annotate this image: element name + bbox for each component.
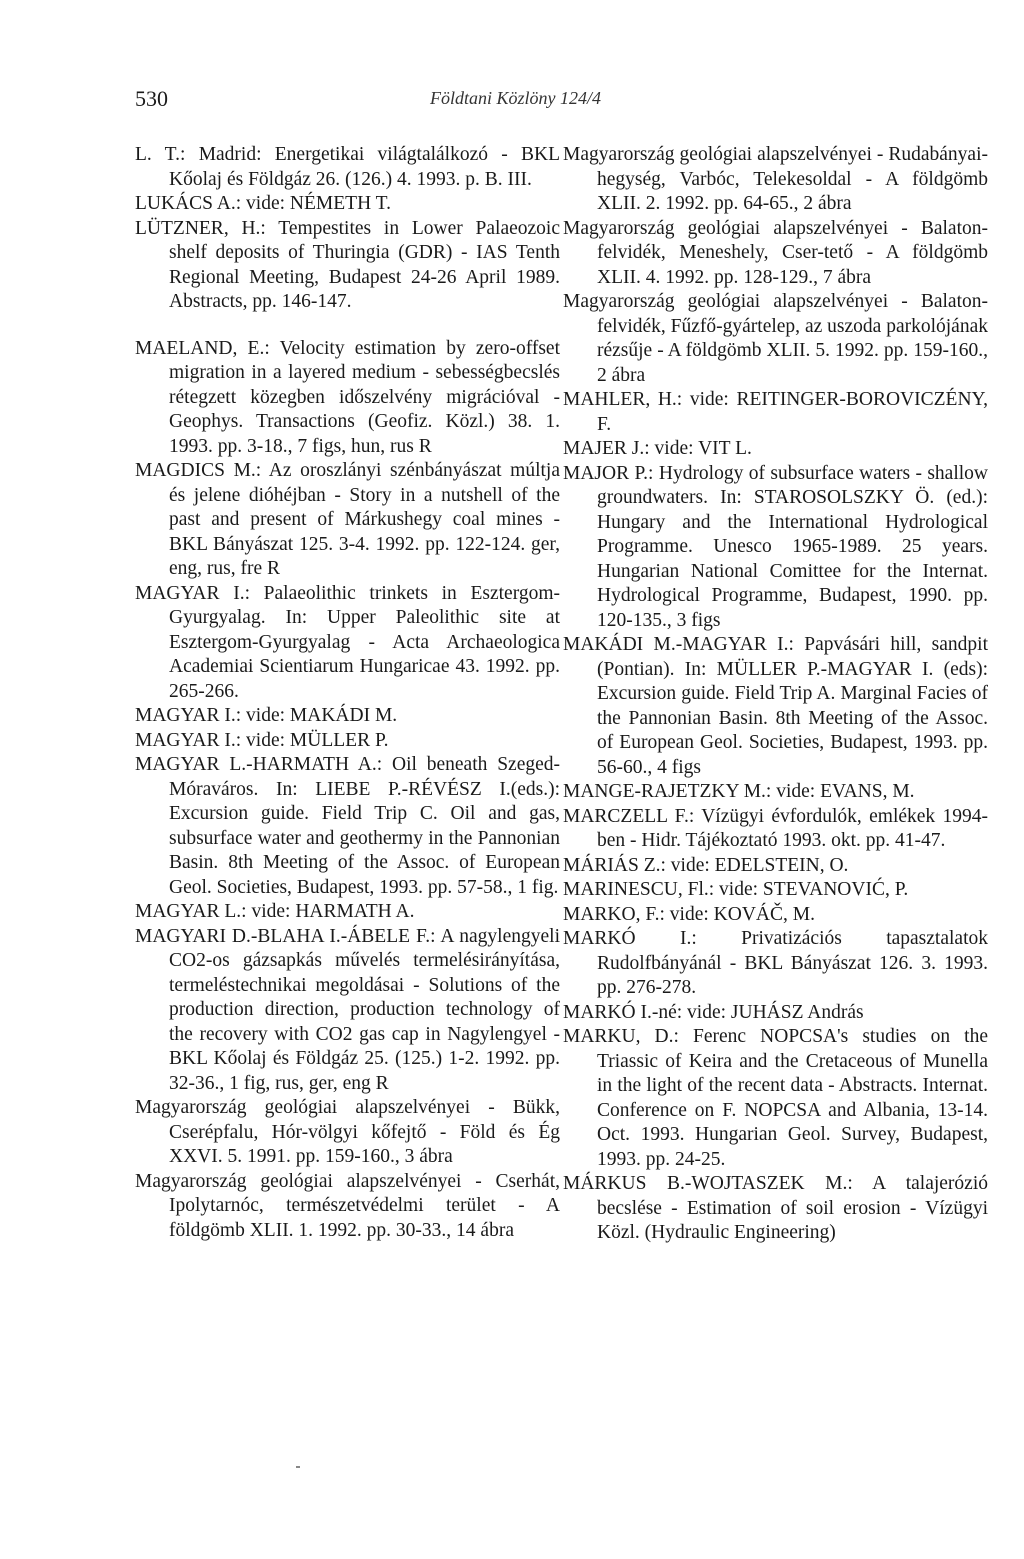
bibliography-entry: MANGE-RAJETZKY M.: vide: EVANS, M. — [563, 781, 915, 802]
bibliography-entry: MAJOR P.: Hydrology of subsurface waters - shallow groundwaters. In: STAROSOLSZKY Ö. (ed.): Hungary and the International Hydrological Programme. Unesco 1965-1989. 25 years. Hungarian National Comittee for the Internat. Hydrological Programme, Budapest, 1990. pp. 120-135., 3 figs — [563, 462, 988, 631]
bibliography-entry: Magyarország geológiai alapszelvényei - Bükk, Cserépfalu, Hór-völgyi kőfejtő - Föld és Ég XXVI. 5. 1991. pp. 159-160., 3 ábra — [135, 1097, 560, 1167]
bibliography-entry: MAGYARI D.-BLAHA I.-ÁBELE F.: A nagylengyeli CO2-os gázsapkás művelés termelésirányítása, termeléstechnikai megoldásai - Solutions of the production direction, production technology of the recovery with CO2 gas cap in Nagylengyel - BKL Kőolaj és Földgáz 25. (125.) 1-2. 1992. pp. 32-36., 1 fig, rus, ger, eng R — [135, 925, 560, 1094]
bibliography-entry: LUKÁCS A.: vide: NÉMETH T. — [135, 193, 392, 214]
bibliography-entry: MAGYAR I.: vide: MAKÁDI M. — [135, 705, 398, 726]
bibliography-entry: MAHLER, H.: vide: REITINGER-BOROVICZÉNY, F. — [563, 389, 988, 435]
bibliography-entry: MAGYAR L.-HARMATH A.: Oil beneath Szeged-Móraváros. In: LIEBE P.-RÉVÉSZ I.(eds.): Excursion guide. Field Trip C. Oil and gas, subsurface water and geothermy in the Pannonian Basin. 8th Meeting of the Assoc. of European Geol. Societies, Budapest, 1993. pp. 57-58., 1 fig. — [135, 754, 560, 898]
bibliography-entry: MÁRKUS B.-WOJTASZEK M.: A talajerózió becslése - Estimation of soil erosion - Vízügyi Közl. (Hydraulic Engineering) — [563, 1173, 988, 1243]
right-column — [563, 143, 988, 1246]
bibliography-entry: MARKÓ I.-né: vide: JUHÁSZ András — [563, 1001, 864, 1023]
bibliography-entry: MAGDICS M.: Az oroszlányi szénbányászat múltja és jelene dióhéjban - Story in a nutshell of the past and present of Márkushegy coal mines - BKL Bányászat 125. 3-4. 1992. pp. 122-124. ger, eng, rus, fre R — [135, 460, 560, 579]
bibliography-entry: MAGYAR I.: Palaeolithic trinkets in Esztergom-Gyurgyalag. In: Upper Paleolithic site at Esztergom-Gyurgyalag - Acta Archaeologica Academiai Scientiarum Hungaricae 43. 1992. pp. 265-266. — [135, 582, 560, 702]
bibliography-entry: MARKU, D.: Ferenc NOPCSA's studies on the Triassic of Keira and the Cretaceous of Munella in the light of the recent data - Abstracts. Internat. Conference on F. NOPCSA and Albania, 13-14. Oct. 1993. Hungarian Geol. Survey, Budapest, 1993. pp. 24-25. — [563, 1026, 988, 1170]
page-header — [135, 86, 895, 116]
bibliography-entry: MAJER J.: vide: VIT L. — [563, 438, 752, 459]
bibliography-entry: MAGYAR I.: vide: MÜLLER P. — [135, 729, 389, 751]
bibliography-entry: MARKÓ I.: Privatizációs tapasztalatok Rudolfbányánál - BKL Bányászat 126. 3. 1993. pp. 276-278. — [563, 928, 988, 998]
bibliography-entry: MAKÁDI M.-MAGYAR I.: Papvásári hill, sandpit (Pontian). In: MÜLLER P.-MAGYAR I. (eds): Excursion guide. Field Trip A. Marginal Facies of the Pannonian Basin. 8th Meeting of the Assoc. of European Geol. Societies, Budapest, 1993. pp. 56-60., 4 figs — [563, 634, 988, 778]
left-column — [135, 143, 560, 1243]
bibliography-entry: Magyarország geológiai alapszelvényei - Rudabányai-hegység, Varbóc, Telekesoldal - A földgömb XLII. 2. 1992. pp. 64-65., 2 ábra — [563, 144, 988, 214]
bibliography-entry: MARCZELL F.: Vízügyi évfordulók, emlékek 1994-ben - Hidr. Tájékoztató 1993. okt. pp. 41-47. — [563, 805, 988, 851]
running-title: Földtani Közlöny 124/4 — [430, 88, 601, 108]
bibliography-entry: L. T.: Madrid: Energetikai világtalálkozó - BKL Kőolaj és Földgáz 26. (126.) 4. 1993. p. B. III. — [135, 144, 560, 190]
bibliography-entry: Magyarország geológiai alapszelvényei - Cserhát, Ipolytarnóc, természetvédelmi terület - A földgömb XLII. 1. 1992. pp. 30-33., 14 ábra — [135, 1170, 560, 1241]
bibliography-entry: MÁRIÁS Z.: vide: EDELSTEIN, O. — [563, 854, 849, 876]
bibliography-entry: MARINESCU, Fl.: vide: STEVANOVIĆ, P. — [563, 879, 909, 900]
bibliography-entry: MAGYAR L.: vide: HARMATH A. — [135, 901, 415, 922]
bibliography-entry: LÜTZNER, H.: Tempestites in Lower Palaeozoic shelf deposits of Thuringia (GDR) - IAS Tenth Regional Meeting, Budapest 24-26 April 1989. Abstracts, pp. 146-147. — [135, 217, 560, 312]
bibliography-entry: Magyarország geológiai alapszelvényei - Balaton-felvidék, Meneshely, Cser-tető - A földgömb XLII. 4. 1992. pp. 128-129., 7 ábra — [563, 217, 988, 288]
bibliography-entry: Magyarország geológiai alapszelvényei - Balaton-felvidék, Fűzfő-gyártelep, az uszoda parkolójának rézsűje - A földgömb XLII. 5. 1992. pp. 159-160., 2 ábra — [563, 291, 988, 386]
bibliography-entry: MARKO, F.: vide: KOVÁČ, M. — [563, 903, 815, 925]
bibliography-entry: MAELAND, E.: Velocity estimation by zero-offset migration in a layered medium - sebességbecslés rétegzett közegben időszelvény migrációval - Geophys. Transactions (Geofiz. Közl.) 38. 1. 1993. pp. 3-18., 7 figs, hun, rus R — [135, 337, 560, 457]
stray-mark — [296, 1466, 300, 1468]
page-number: 530 — [135, 86, 168, 111]
